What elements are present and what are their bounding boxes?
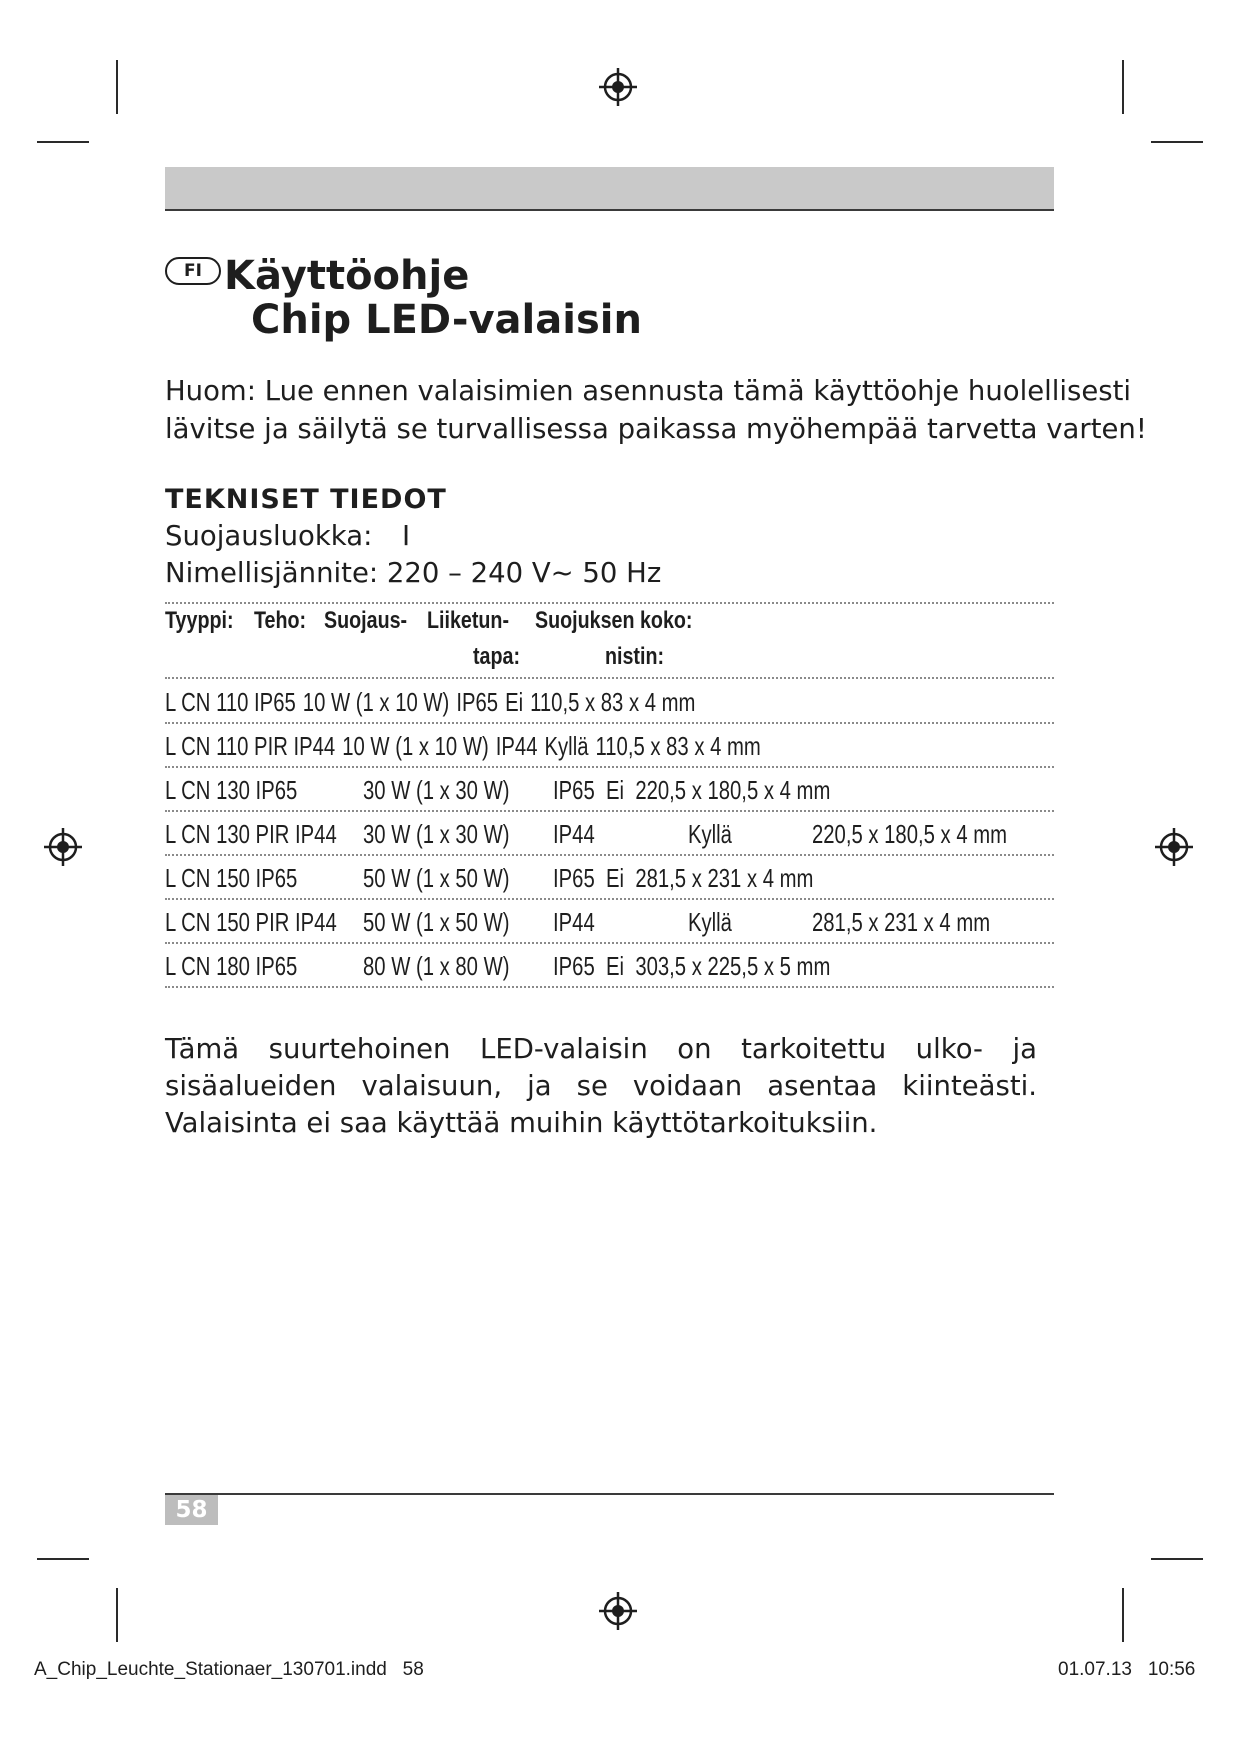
spec-label: Suojausluokka: <box>165 520 373 552</box>
section-heading: TEKNISET TIEDOT <box>165 484 447 515</box>
table-cell-power: 80 W (1 x 80 W) <box>363 951 510 981</box>
print-time: 10:56 <box>1147 1659 1196 1680</box>
table-cell-motion-sensor: Kyllä <box>688 907 732 937</box>
table-cell-protection: IP65 <box>553 863 595 893</box>
table-header-protection: Suojaus- <box>324 607 408 634</box>
table-header-power: Teho: <box>254 607 307 634</box>
crop-mark <box>116 60 118 114</box>
table-row <box>165 682 1054 722</box>
table-divider <box>165 602 1054 604</box>
crop-mark <box>1151 1558 1203 1560</box>
crop-mark <box>37 141 89 143</box>
table-cell-motion-sensor: Ei <box>505 687 524 717</box>
crop-mark <box>116 1588 118 1642</box>
table-cell-power: 50 W (1 x 50 W) <box>363 907 510 937</box>
print-timestamp <box>1058 1658 1195 1682</box>
table-cell-size: 281,5 x 231 x 4 mm <box>635 863 814 893</box>
product-description: Tämä suurtehoinen LED-valaisin on tarkoitettu ulko- ja sisäalueiden valaisuun, ja se voidaan asentaa kiinteästi. Valaisinta ei saa käyttää muihin käyttötarkoituksiin. <box>165 1033 1037 1139</box>
table-cell-protection: IP65 <box>553 951 595 981</box>
file-slug <box>34 1658 424 1682</box>
crop-mark <box>1122 1588 1124 1642</box>
language-badge: FI <box>165 257 221 285</box>
table-cell-rest <box>553 858 813 898</box>
table-cell-motion-sensor: Kyllä <box>688 819 732 849</box>
crop-mark <box>37 1558 89 1560</box>
table-cell-motion-sensor: Kyllä <box>544 731 589 761</box>
crop-mark <box>1122 60 1124 114</box>
table-cell-type: L CN 150 PIR IP44 <box>165 907 337 937</box>
file-slug-text: A_Chip_Leuchte_Stationaer_130701.indd 58 <box>34 1659 424 1680</box>
spec-value: I <box>402 520 411 552</box>
table-cell-rest <box>553 946 830 986</box>
table-header-motion-sensor: nistin: <box>605 643 665 670</box>
page-number: 58 <box>165 1495 218 1525</box>
table-header-protection: tapa: <box>473 643 521 670</box>
registration-mark-icon <box>43 827 83 867</box>
table-row <box>165 814 1054 854</box>
table-divider <box>165 942 1054 944</box>
print-date: 01.07.13 <box>1058 1659 1132 1680</box>
table-cell-power: 30 W (1 x 30 W) <box>363 775 510 805</box>
safety-note-line: lävitse ja säilytä se turvallisessa paikassa myöhempää tarvetta varten! <box>165 413 1147 445</box>
registration-mark-icon <box>598 67 638 107</box>
table-cell-size: 220,5 x 180,5 x 4 mm <box>812 819 1008 849</box>
table-header-cover-size: Suojuksen koko: <box>535 607 693 634</box>
table-divider <box>165 898 1054 900</box>
table-cell-protection: IP44 <box>495 731 538 761</box>
protection-class-spec <box>165 518 411 554</box>
page-subtitle: Chip LED-valaisin <box>251 297 642 343</box>
rated-voltage-spec <box>165 555 661 591</box>
safety-note-line: Huom: Lue ennen valaisimien asennusta tämä käyttöohje huolellisesti <box>165 375 1132 407</box>
table-row <box>165 946 1054 986</box>
table-cell-size: 110,5 x 83 x 4 mm <box>595 731 761 761</box>
table-row <box>165 726 1054 766</box>
table-cell-size: 110,5 x 83 x 4 mm <box>530 687 696 717</box>
registration-mark-icon <box>1154 827 1194 867</box>
table-divider <box>165 810 1054 812</box>
table-cell-type: L CN 130 PIR IP44 <box>165 819 337 849</box>
table-cell-power: 10 W (1 x 10 W) <box>342 731 489 761</box>
table-cell-type: L CN 110 PIR IP44 <box>165 731 336 761</box>
table-cell-size: 281,5 x 231 x 4 mm <box>812 907 991 937</box>
table-header-type: Tyyppi: <box>165 607 234 634</box>
crop-mark <box>1151 141 1203 143</box>
table-cell-power: 10 W (1 x 10 W) <box>302 687 450 717</box>
header-band <box>165 167 1054 211</box>
table-cell-size: 220,5 x 180,5 x 4 mm <box>635 775 831 805</box>
table-cell-power: 30 W (1 x 30 W) <box>363 819 510 849</box>
spec-label: Nimellisjännite: <box>165 557 379 589</box>
table-divider <box>165 854 1054 856</box>
spec-value: 220 – 240 V~ 50 Hz <box>386 557 662 589</box>
table-cell-type: L CN 110 IP65 <box>165 687 296 717</box>
table-cell-protection: IP65 <box>456 687 499 717</box>
table-row <box>165 770 1054 810</box>
table-cell-type: L CN 150 IP65 <box>165 863 298 893</box>
table-cell-type: L CN 180 IP65 <box>165 951 298 981</box>
table-row <box>165 858 1054 898</box>
table-cell-protection: IP44 <box>553 907 595 937</box>
table-row <box>165 902 1054 942</box>
table-cell-motion-sensor: Ei <box>606 863 625 893</box>
table-divider <box>165 677 1054 679</box>
table-cell-motion-sensor: Ei <box>606 951 625 981</box>
table-cell-size: 303,5 x 225,5 x 5 mm <box>635 951 831 981</box>
table-cell-power: 50 W (1 x 50 W) <box>363 863 510 893</box>
page-title: Käyttöohje <box>224 253 470 299</box>
table-cell-motion-sensor: Ei <box>606 775 625 805</box>
table-cell-type: L CN 130 IP65 <box>165 775 298 805</box>
table-row-content <box>165 682 702 722</box>
table-cell-protection: IP65 <box>553 775 595 805</box>
footer-rule <box>165 1493 1054 1495</box>
table-cell-rest <box>553 770 830 810</box>
table-cell-protection: IP44 <box>553 819 595 849</box>
table-row-content <box>165 726 768 766</box>
table-header-motion-sensor: Liiketun- <box>427 607 509 634</box>
registration-mark-icon <box>598 1591 638 1631</box>
table-divider <box>165 722 1054 724</box>
table-divider <box>165 766 1054 768</box>
table-divider <box>165 986 1054 988</box>
safety-note <box>165 372 1147 448</box>
